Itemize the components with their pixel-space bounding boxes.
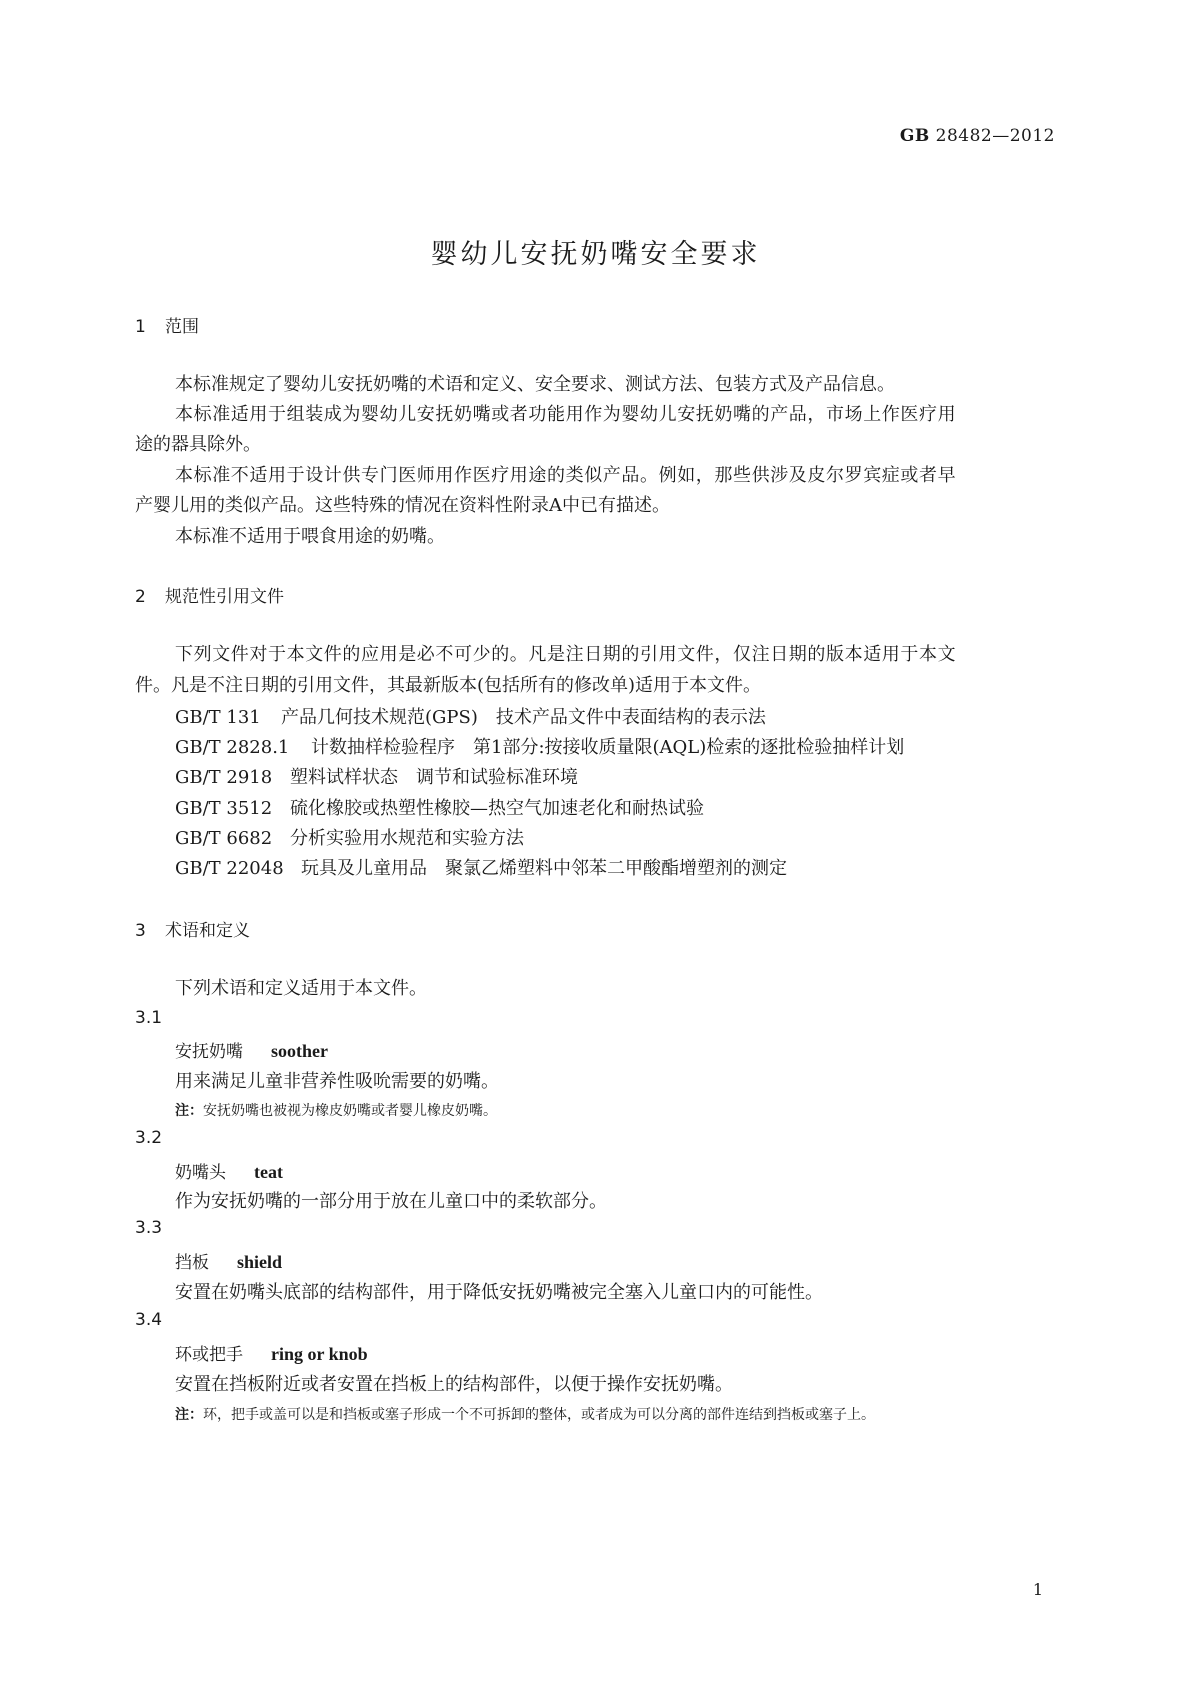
section-title: 范围: [165, 317, 199, 337]
section-1-heading: [135, 312, 199, 337]
reference-title: 玩具及儿童用品 聚氯乙烯塑料中邻苯二甲酸酯增塑剂的测定: [301, 858, 787, 879]
term-zh: 挡板: [175, 1253, 209, 1273]
standard-code: [900, 126, 1055, 146]
term-heading: [175, 1158, 283, 1183]
paragraph-continuation: 产婴儿用的类似产品。这些特殊的情况在资料性附录A中已有描述。: [135, 495, 670, 516]
paragraph: 下列文件对于本文件的应用是必不可少的。凡是注日期的引用文件，仅注日期的版本适用于本文: [175, 644, 957, 665]
note-text: 安抚奶嘴也被视为橡皮奶嘴或者婴儿橡皮奶嘴。: [203, 1103, 497, 1119]
term-heading: [175, 1340, 368, 1365]
reference-title: 计数抽样检验程序 第1部分:按接收质量限(AQL)检索的逐批检验抽样计划: [311, 737, 905, 758]
note-text: 环，把手或盖可以是和挡板或塞子形成一个不可拆卸的整体，或者成为可以分离的部件连结到挡板或塞子上。: [203, 1407, 875, 1423]
term-zh: 奶嘴头: [175, 1163, 226, 1183]
term-heading: [175, 1037, 328, 1062]
term-en: soother: [271, 1041, 328, 1061]
term-zh: 环或把手: [175, 1345, 243, 1365]
reference-code: GB/T 6682: [175, 828, 273, 849]
reference-title: 塑料试样状态 调节和试验标准环境: [290, 767, 578, 788]
reference-code: GB/T 2828.1: [175, 737, 290, 758]
page-number: 1: [1032, 1580, 1043, 1599]
section-number: 1: [135, 317, 146, 337]
standard-code-prefix: GB: [899, 126, 930, 146]
reference-title: 硫化橡胶或热塑性橡胶—热空气加速老化和耐热试验: [290, 798, 704, 819]
paragraph-continuation: 件。凡是不注日期的引用文件，其最新版本(包括所有的修改单)适用于本文件。: [135, 675, 762, 696]
reference-code: GB/T 3512: [175, 798, 273, 819]
term-note: [175, 1404, 875, 1424]
reference-item: [175, 854, 787, 880]
standard-code-number: 28482—2012: [935, 126, 1055, 146]
note-label: 注：: [175, 1407, 203, 1423]
term-definition: 作为安抚奶嘴的一部分用于放在儿童口中的柔软部分。: [175, 1191, 607, 1212]
term-number: 3.1: [135, 1008, 163, 1028]
reference-item: [175, 733, 904, 759]
term-number: 3.4: [135, 1310, 163, 1330]
reference-code: GB/T 22048: [175, 858, 284, 879]
term-note: [175, 1100, 497, 1120]
reference-item: [175, 794, 704, 820]
term-definition: 安置在奶嘴头底部的结构部件，用于降低安抚奶嘴被完全塞入儿童口内的可能性。: [175, 1282, 823, 1303]
term-en: shield: [237, 1252, 283, 1272]
term-heading: [175, 1248, 282, 1273]
section-2-heading: [135, 582, 284, 607]
section-title: 规范性引用文件: [165, 587, 284, 607]
reference-item: [175, 763, 578, 789]
reference-item: [175, 703, 766, 729]
section-title: 术语和定义: [165, 921, 250, 941]
paragraph: 下列术语和定义适用于本文件。: [175, 978, 427, 999]
reference-title: 分析实验用水规范和实验方法: [290, 828, 524, 849]
term-number: 3.2: [135, 1128, 163, 1148]
term-en: teat: [254, 1162, 283, 1182]
term-zh: 安抚奶嘴: [175, 1042, 243, 1062]
paragraph: 本标准适用于组装成为婴幼儿安抚奶嘴或者功能用作为婴幼儿安抚奶嘴的产品，市场上作医疗用: [175, 404, 957, 425]
section-number: 2: [135, 587, 146, 607]
reference-code: GB/T 2918: [175, 767, 273, 788]
section-3-heading: [135, 916, 250, 941]
page-title: 婴幼儿安抚奶嘴安全要求: [430, 239, 761, 270]
paragraph: 本标准规定了婴幼儿安抚奶嘴的术语和定义、安全要求、测试方法、包装方式及产品信息。: [175, 374, 895, 395]
term-en: ring or knob: [271, 1344, 368, 1364]
paragraph: 本标准不适用于设计供专门医师用作医疗用途的类似产品。例如，那些供涉及皮尔罗宾症或者早: [175, 465, 957, 486]
paragraph: 本标准不适用于喂食用途的奶嘴。: [175, 526, 445, 547]
reference-item: [175, 824, 524, 850]
paragraph-continuation: 途的器具除外。: [135, 434, 261, 455]
reference-title: 产品几何技术规范(GPS) 技术产品文件中表面结构的表示法: [281, 707, 766, 728]
note-label: 注：: [175, 1103, 203, 1119]
term-definition: 安置在挡板附近或者安置在挡板上的结构部件，以便于操作安抚奶嘴。: [175, 1374, 733, 1395]
reference-code: GB/T 131: [175, 707, 261, 728]
term-number: 3.3: [135, 1218, 163, 1238]
section-number: 3: [135, 921, 146, 941]
term-definition: 用来满足儿童非营养性吸吮需要的奶嘴。: [175, 1071, 499, 1092]
